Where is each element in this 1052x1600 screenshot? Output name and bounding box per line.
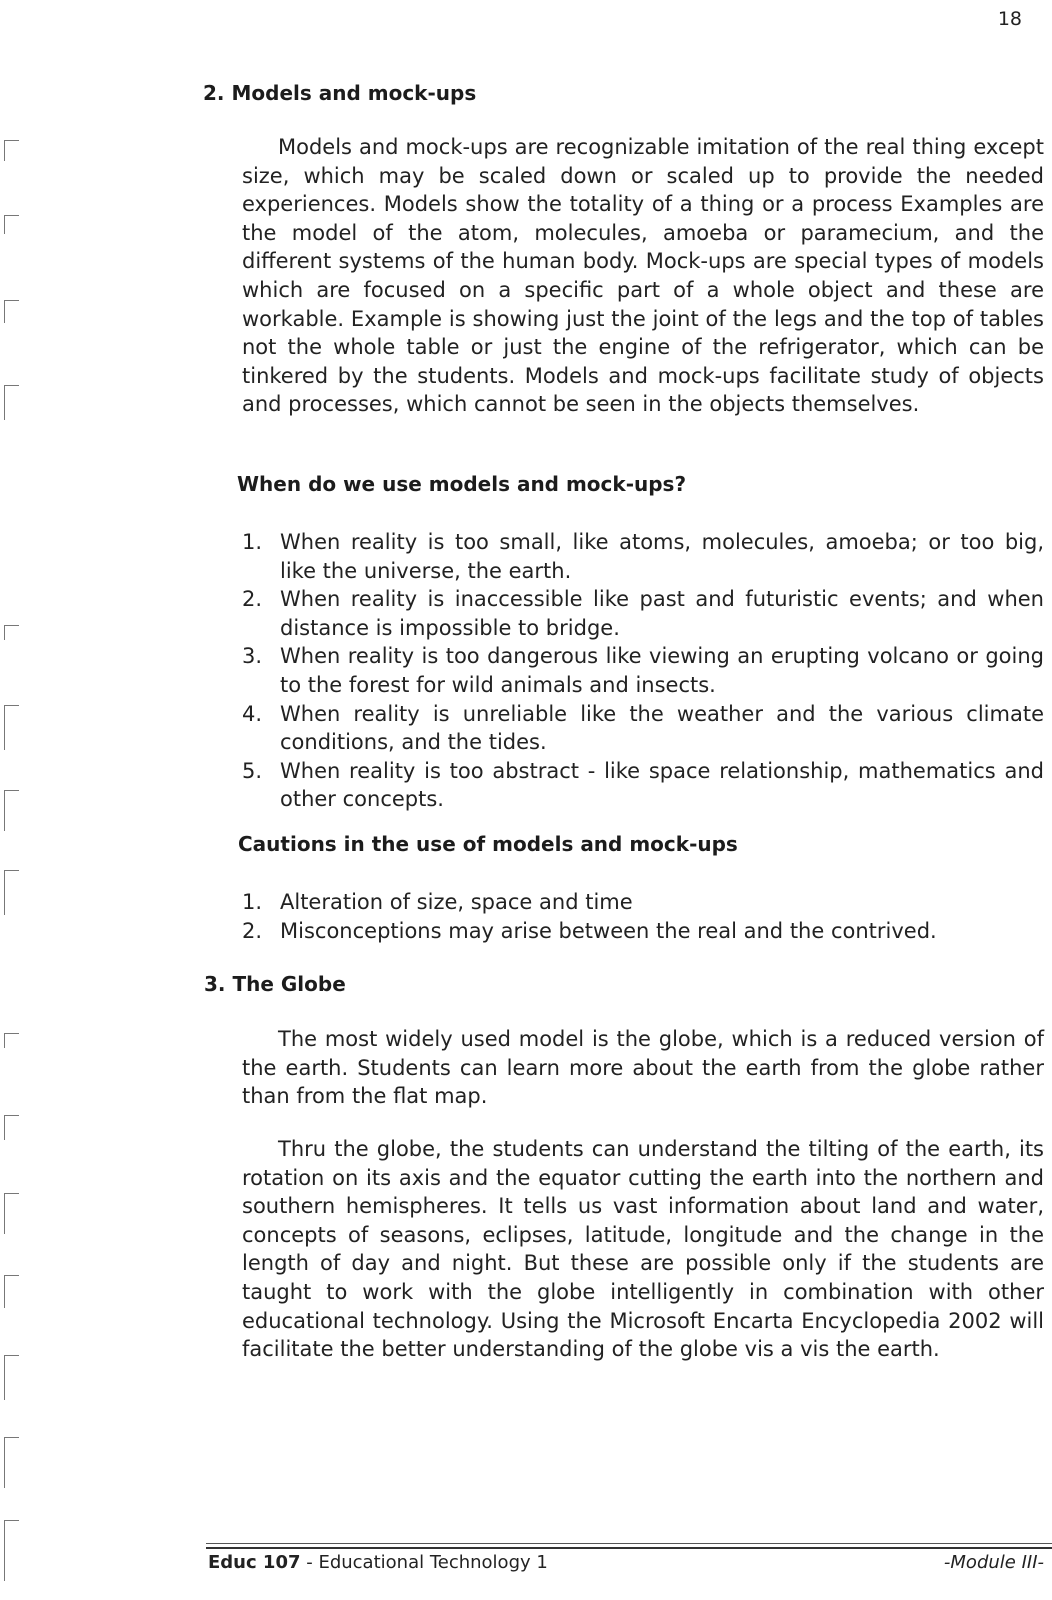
globe-paragraph-2: Thru the globe, the students can understand the tilting of the earth, its rotation on its axis and the equator cutting the earth into the northern and southern hemispheres. It tells us vast information about land and water, concepts of seasons, eclipses, latitude, longitude and the change in the length of day and night. But these are possible only if the students are taught to work with the globe intelligently in combination with other educational technology. Using the Microsoft Encarta Encyclopedia 2002 will facilitate the better understanding of the globe vis a vis the earth.: [242, 1137, 1044, 1362]
section-3-title: The Globe: [232, 972, 346, 996]
page-number: 18: [997, 8, 1022, 30]
footer-rule-thick: [206, 1547, 1052, 1549]
section-2-title: Models and mock-ups: [231, 81, 477, 105]
list-item: 1. Alteration of size, space and time: [242, 890, 633, 914]
section-2-heading: [203, 81, 476, 105]
when-list: [242, 528, 1044, 814]
list-item: 2. Misconceptions may arise between the real and the contrived.: [242, 918, 937, 943]
section-3-number: 3.: [204, 972, 226, 996]
list-item: 2. When reality is inaccessible like past and futuristic events; and when distance is impossible to bridge.: [242, 587, 1044, 640]
section-2-paragraph: Models and mock-ups are recognizable imitation of the real thing except size, which may be scaled down or scaled up to provide the needed experiences. Models show the totality of a thing or a process Examples are the model of the atom, molecules, amoeba or paramecium, and the different systems of the human body. Mock-ups are special types of models which are focused on a specific part of a whole object and these are workable. Example is showing just the joint of the legs and the top of tables not the whole table or just the engine of the refrigerator, which can be tinkered by the students. Models and mock-ups facilitate study of objects and processes, which cannot be seen in the objects themselves.: [242, 135, 1044, 417]
footer-course-code: Educ 107: [208, 1552, 301, 1573]
when-heading: When do we use models and mock-ups?: [237, 472, 687, 496]
list-item: 3. When reality is too dangerous like viewing an erupting volcano or going to the forest for wild animals and insects.: [242, 644, 1044, 697]
list-item: 4. When reality is unreliable like the weather and the various climate conditions, and the tides.: [242, 701, 1044, 755]
footer-module: -Module III-: [943, 1552, 1044, 1573]
cautions-list: [242, 888, 1044, 945]
cautions-heading: Cautions in the use of models and mock-ups: [238, 832, 738, 856]
globe-paragraph-1: The most widely used model is the globe, which is a reduced version of the earth. Students can learn more about the earth from the globe rather than from the flat map.: [242, 1027, 1044, 1109]
footer-course-name: - Educational Technology 1: [300, 1552, 548, 1573]
section-2-number: 2.: [203, 81, 225, 105]
footer-rule: [206, 1543, 1052, 1544]
footer-course: [208, 1552, 548, 1573]
list-item: 5. When reality is too abstract - like space relationship, mathematics and other concepts.: [242, 758, 1044, 812]
list-item: 1. When reality is too small, like atoms, molecules, amoeba; or too big, like the universe, the earth.: [242, 530, 1044, 583]
section-3-heading: [204, 972, 346, 996]
